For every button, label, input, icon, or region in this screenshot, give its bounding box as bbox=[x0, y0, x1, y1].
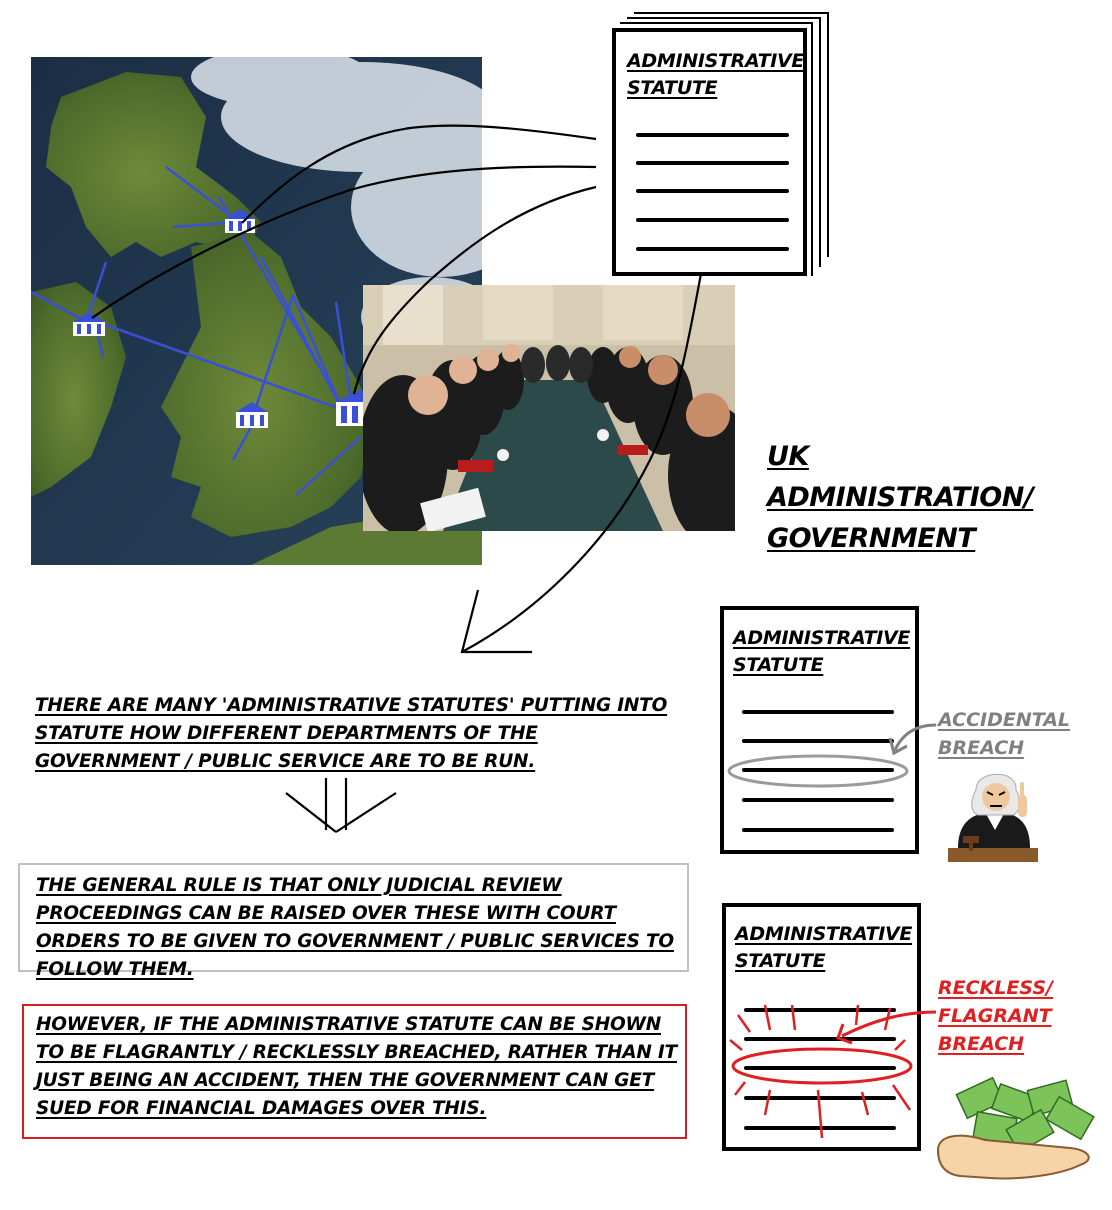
exception-note: HOWEVER, IF THE ADMINISTRATIVE STATUTE CAN BE SHOWN TO BE FLAGRANTLY / RECKLESSLY BREACHED, RATHER THAN IT JUST BEING AN ACCIDENT, THEN THE GOVERNMENT CAN GET SUED FOR FINANCIAL DAMAGES OVER THIS. bbox=[36, 1014, 677, 1119]
statute-title-line2: STATUTE bbox=[627, 77, 718, 99]
reckless-label-line3: BREACH bbox=[938, 1033, 1025, 1055]
heading-line2: ADMINISTRATION/ bbox=[767, 482, 1034, 513]
statute-title-line1: ADMINISTRATIVE bbox=[733, 627, 911, 649]
accidental-label-line1: ACCIDENTAL bbox=[938, 709, 1071, 731]
general-rule-note: THE GENERAL RULE IS THAT ONLY JUDICIAL REVIEW PROCEEDINGS CAN BE RAISED OVER THESE WITH COURT ORDERS TO BE GIVEN TO GOVERNMENT / PUBLIC SERVICES TO FOLLOW THEM. bbox=[36, 875, 674, 980]
statute-title-line2: STATUTE bbox=[733, 654, 824, 676]
intro-note: THERE ARE MANY 'ADMINISTRATIVE STATUTES' PUTTING INTO STATUTE HOW DIFFERENT DEPARTMENTS OF THE GOVERNMENT / PUBLIC SERVICE ARE TO BE RUN. bbox=[35, 695, 668, 772]
statute-title-line2: STATUTE bbox=[735, 950, 826, 972]
statute-title-line1: ADMINISTRATIVE bbox=[627, 50, 805, 72]
heading-line1: UK bbox=[767, 441, 809, 472]
reckless-label-line2: FLAGRANT bbox=[938, 1005, 1052, 1027]
reckless-label-line1: RECKLESS/ bbox=[938, 977, 1053, 999]
statute-title-line1: ADMINISTRATIVE bbox=[735, 923, 913, 945]
accidental-label-line2: BREACH bbox=[938, 737, 1025, 759]
heading-line3: GOVERNMENT bbox=[767, 523, 976, 554]
